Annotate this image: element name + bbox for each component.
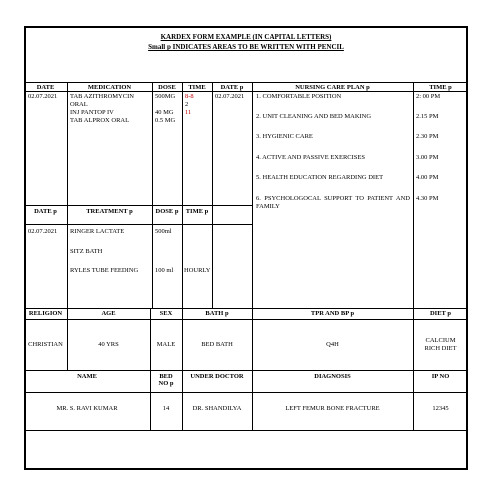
header-sex: SEX bbox=[159, 310, 173, 317]
header-diagnosis: DIAGNOSIS bbox=[314, 373, 351, 380]
header-date: DATE bbox=[36, 84, 55, 91]
form-subtitle: Small p INDICATES AREAS TO BE WRITTEN WITH PENCIL bbox=[148, 43, 344, 51]
care-item: 3. HYGIENIC CARE bbox=[256, 133, 313, 140]
tpr-value: Q4H bbox=[326, 341, 339, 348]
grid-line bbox=[24, 91, 468, 92]
age-value: 40 YRS bbox=[98, 341, 119, 348]
care-item: 6. PSYCHOLOGOCAL SUPPORT TO PATIENT AND FAMILY bbox=[256, 195, 410, 210]
header-medication: MEDICATION bbox=[87, 84, 132, 91]
name-value: MR. S. RAVI KUMAR bbox=[56, 405, 118, 412]
dose-item: 0.5 MG bbox=[155, 117, 176, 124]
header-bath: BATH p bbox=[205, 310, 229, 317]
time-item: 11 bbox=[185, 109, 192, 116]
grid-line bbox=[67, 308, 68, 370]
ip-value: 12345 bbox=[432, 405, 449, 412]
diet-value: CALCIUM RICH DIET bbox=[424, 337, 457, 352]
grid-line bbox=[252, 82, 253, 308]
grid-line bbox=[24, 205, 252, 206]
grid-line bbox=[24, 82, 468, 83]
header-nursing-care-plan: NURSING CARE PLAN p bbox=[295, 84, 370, 91]
treatment-item: RINGER LACTATE bbox=[70, 228, 125, 235]
religion-value: CHRISTIAN bbox=[28, 341, 63, 348]
grid-line bbox=[182, 308, 183, 370]
care-time: 2.15 PM bbox=[416, 113, 439, 120]
treat-date: 02.07.2021 bbox=[28, 228, 58, 235]
grid-line bbox=[413, 82, 414, 308]
care-time: 2.30 PM bbox=[416, 133, 439, 140]
header-under-doctor: UNDER DOCTOR bbox=[190, 373, 244, 380]
medication-item: TAB ALPROX ORAL bbox=[70, 117, 130, 124]
header-diet: DIET p bbox=[429, 310, 452, 317]
grid-line bbox=[152, 82, 153, 308]
bed-value: 14 bbox=[162, 405, 170, 412]
diagnosis-value: LEFT FEMUR BONE FRACTURE bbox=[285, 405, 380, 412]
grid-line bbox=[413, 308, 414, 370]
header-date-p: DATE p bbox=[220, 84, 244, 91]
header-ip-no: IP NO bbox=[431, 373, 450, 380]
treatment-item: RYLES TUBE FEEDING bbox=[70, 267, 139, 274]
doctor-value: DR. SHANDILYA bbox=[192, 405, 242, 412]
grid-line bbox=[24, 224, 252, 225]
grid-line bbox=[252, 308, 253, 370]
dose-item bbox=[155, 101, 175, 109]
treat-dose: 100 ml bbox=[155, 267, 174, 274]
header-tpr-bp: TPR AND BP p bbox=[310, 310, 355, 317]
care-item: 4. ACTIVE AND PASSIVE EXERCISES bbox=[256, 154, 366, 161]
treat-time: HOURLY bbox=[184, 267, 211, 274]
time-item: 8-8 bbox=[185, 93, 194, 100]
header-time: TIME bbox=[188, 84, 206, 91]
header-treat-time: TIME p bbox=[185, 208, 209, 215]
grid-line bbox=[150, 308, 151, 370]
dose-item: 40 MG bbox=[155, 109, 174, 116]
grid-line bbox=[24, 308, 468, 309]
header-treat-date: DATE p bbox=[34, 208, 57, 215]
treat-dose: 500ml bbox=[155, 228, 172, 235]
grid-line bbox=[24, 370, 468, 371]
care-time: 3.00 PM bbox=[416, 154, 439, 161]
header-treatment: TREATMENT p bbox=[86, 208, 133, 215]
header-religion: RELIGION bbox=[28, 310, 63, 317]
header-age: AGE bbox=[101, 310, 116, 317]
time-list bbox=[185, 93, 194, 117]
dose-item: 500MG bbox=[155, 93, 176, 100]
treatment-item: SITZ BATH bbox=[70, 248, 103, 255]
care-item: 2. UNIT CLEANING AND BED MAKING bbox=[256, 113, 372, 120]
header-time-p: TIME p bbox=[429, 84, 452, 91]
medication-item: ORAL bbox=[70, 101, 88, 108]
time-item: 2 bbox=[185, 101, 189, 108]
header-treat-dose: DOSE p bbox=[155, 208, 179, 215]
care-date: 02.07.2021 bbox=[215, 93, 245, 100]
sex-value: MALE bbox=[156, 341, 176, 348]
header-bed-no: BED NO p bbox=[158, 373, 174, 387]
grid-line bbox=[24, 319, 468, 320]
care-item: 1. COMFORTABLE POSITION bbox=[256, 93, 342, 100]
grid-line bbox=[212, 82, 213, 308]
form-title: KARDEX FORM EXAMPLE (IN CAPITAL LETTERS) bbox=[160, 33, 332, 41]
medication-item: TAB AZITHROMYCIN bbox=[70, 93, 134, 100]
medication-item: INJ PANTOP IV bbox=[70, 109, 114, 116]
grid-line bbox=[182, 82, 183, 308]
care-time: 2: 00 PM bbox=[416, 93, 441, 100]
grid-line bbox=[67, 82, 68, 308]
bath-value: BED BATH bbox=[201, 341, 233, 348]
grid-line bbox=[24, 430, 468, 431]
header-dose: DOSE bbox=[158, 84, 176, 91]
dose-list bbox=[155, 93, 175, 125]
grid-line bbox=[24, 392, 468, 393]
care-item: 5. HEALTH EDUCATION REGARDING DIET bbox=[256, 174, 384, 181]
care-time: 4.00 PM bbox=[416, 174, 439, 181]
med-date: 02.07.2021 bbox=[28, 93, 58, 100]
medication-list bbox=[70, 93, 134, 125]
header-name: NAME bbox=[77, 373, 97, 380]
care-time: 4.30 PM bbox=[416, 195, 439, 202]
grid-line bbox=[150, 370, 151, 430]
